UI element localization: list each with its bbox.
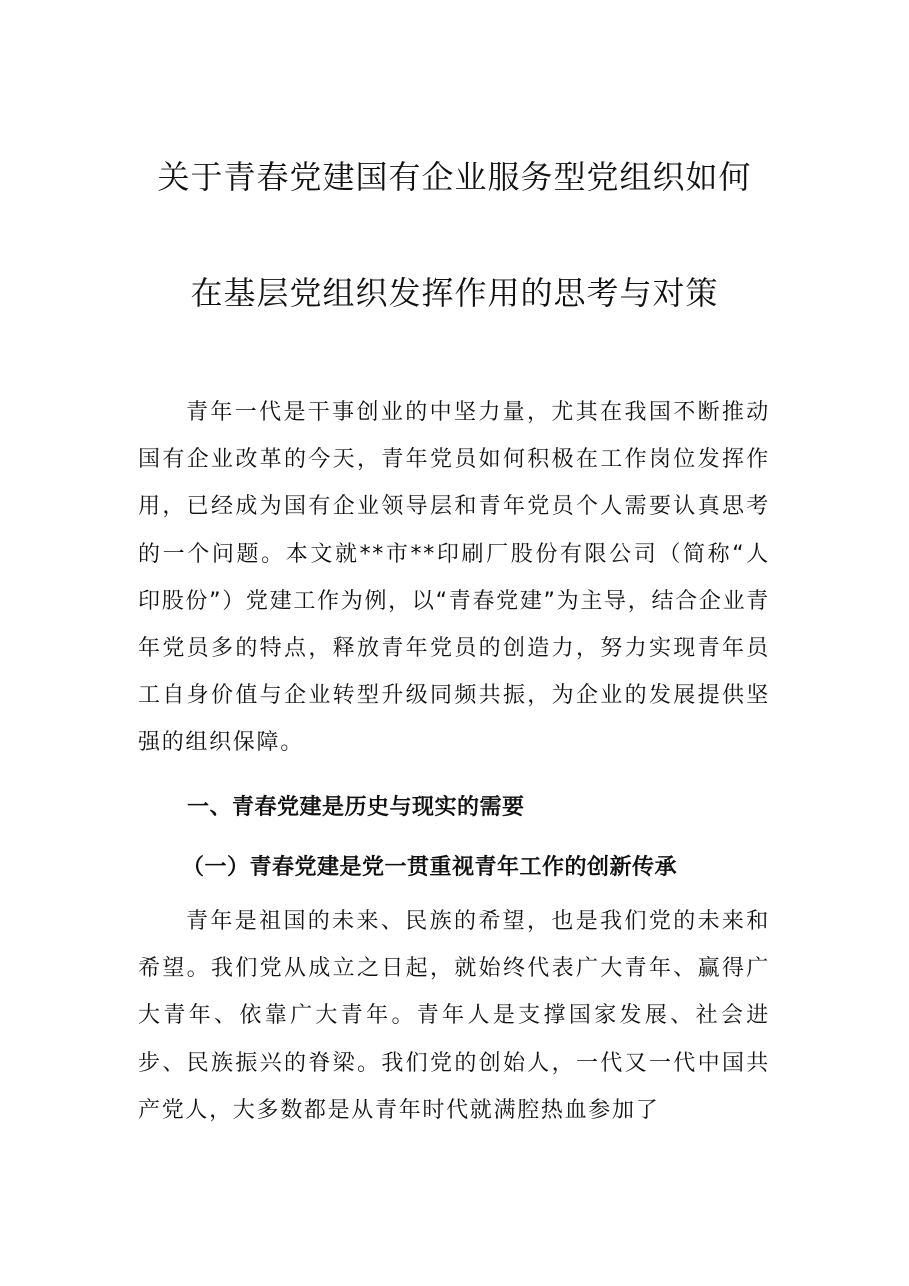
document-title-line-1: 关于青春党建国有企业服务型党组织如何 xyxy=(157,158,752,196)
section-heading: 一、青春党建是历史与现实的需要 xyxy=(187,795,525,820)
document-title-line-2: 在基层党组织发挥作用的思考与对策 xyxy=(190,274,719,312)
body-paragraph: 青年是祖国的未来、民族的希望，也是我们党的未来和希望。我们党从成立之日起，就始终代表广大青年、赢得广大青年、依靠广大青年。青年人是支撑国家发展、社会进步、民族振兴的脊梁。我们党的创始人，一代又一代中国共产党人，大多数都是从青年时代就满腔热血参加了 xyxy=(138,909,770,1123)
subsection-heading: （一）青春党建是党一贯重视青年工作的创新传承 xyxy=(182,855,678,880)
intro-paragraph: 青年一代是干事创业的中坚力量，尤其在我国不断推动国有企业改革的今天，青年党员如何积极在工作岗位发挥作用，已经成为国有企业领导层和青年党员个人需要认真思考的一个问题。本文就**市**印刷厂股份有限公司（简称“人印股份”）党建工作为例，以“青春党建”为主导，结合企业青年党员多的特点，释放青年党员的创造力，努力实现青年员工自身价值与企业转型升级同频共振，为企业的发展提供坚强的组织保障。 xyxy=(138,400,770,756)
